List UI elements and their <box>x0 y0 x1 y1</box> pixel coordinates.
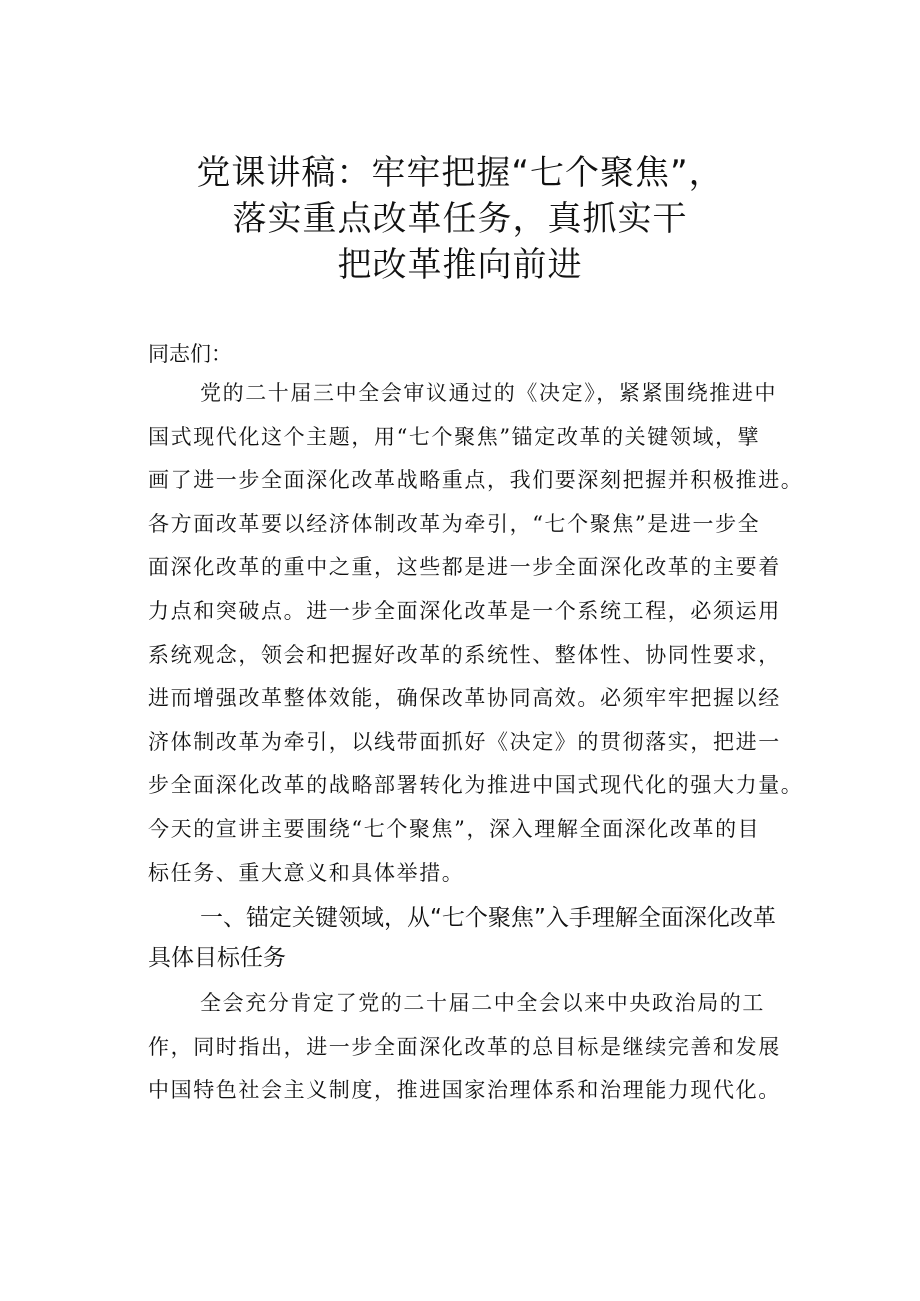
paragraph-line: 党的二十届三中全会审议通过的《决定》，紧紧围绕推进中 <box>200 381 778 405</box>
title-line-1: 党课讲稿：牢牢把握“七个聚焦”， <box>196 153 724 193</box>
paragraph-line: 面深化改革的重中之重，这些都是进一步全面深化改革的主要着 <box>148 555 781 580</box>
paragraph-line: 全会充分肯定了党的二十届二中全会以来中央政治局的工 <box>200 991 765 1015</box>
heading-line: 具体目标任务 <box>148 945 286 971</box>
title-line-2: 落实重点改革任务，真抓实干 <box>232 199 688 239</box>
salutation: 同志们： <box>148 342 232 366</box>
paragraph-line: 中国特色社会主义制度，推进国家治理体系和治理能力现代化。 <box>148 1078 781 1103</box>
paragraph-line: 进而增强改革整体效能，确保改革协同高效。必须牢牢把握以经 <box>148 686 781 711</box>
title-line-3: 把改革推向前进 <box>337 245 583 285</box>
document-title <box>150 150 770 288</box>
paragraph-line: 力点和突破点。进一步全面深化改革是一个系统工程，必须运用 <box>148 598 781 623</box>
heading-line: 一、锚定关键领域，从“七个聚焦”入手理解全面深化改革 <box>200 905 776 931</box>
section-heading-1 <box>148 898 828 978</box>
paragraph-line: 作，同时指出，进一步全面深化改革的总目标是继续完善和发展 <box>148 1034 781 1059</box>
paragraph-1 <box>148 372 808 895</box>
paragraph-line: 系统观念，领会和把握好改革的系统性、整体性、协同性要求， <box>148 642 781 667</box>
paragraph-2 <box>148 982 808 1113</box>
paragraph-line: 画了进一步全面深化改革战略重点，我们要深刻把握并积极推进。 <box>148 468 804 493</box>
paragraph-line: 济体制改革为牵引，以线带面抓好《决定》的贯彻落实，把进一 <box>148 729 781 754</box>
paragraph-line: 步全面深化改革的战略部署转化为推进中国式现代化的强大力量。 <box>148 773 804 798</box>
paragraph-line: 各方面改革要以经济体制改革为牵引，“七个聚焦”是进一步全 <box>148 511 761 536</box>
paragraph-line: 国式现代化这个主题，用“七个聚焦”锚定改革的关键领域，擘 <box>148 424 761 449</box>
paragraph-line: 今天的宣讲主要围绕“七个聚焦”，深入理解全面深化改革的目 <box>148 816 761 841</box>
paragraph-line: 标任务、重大意义和具体举措。 <box>148 860 465 885</box>
